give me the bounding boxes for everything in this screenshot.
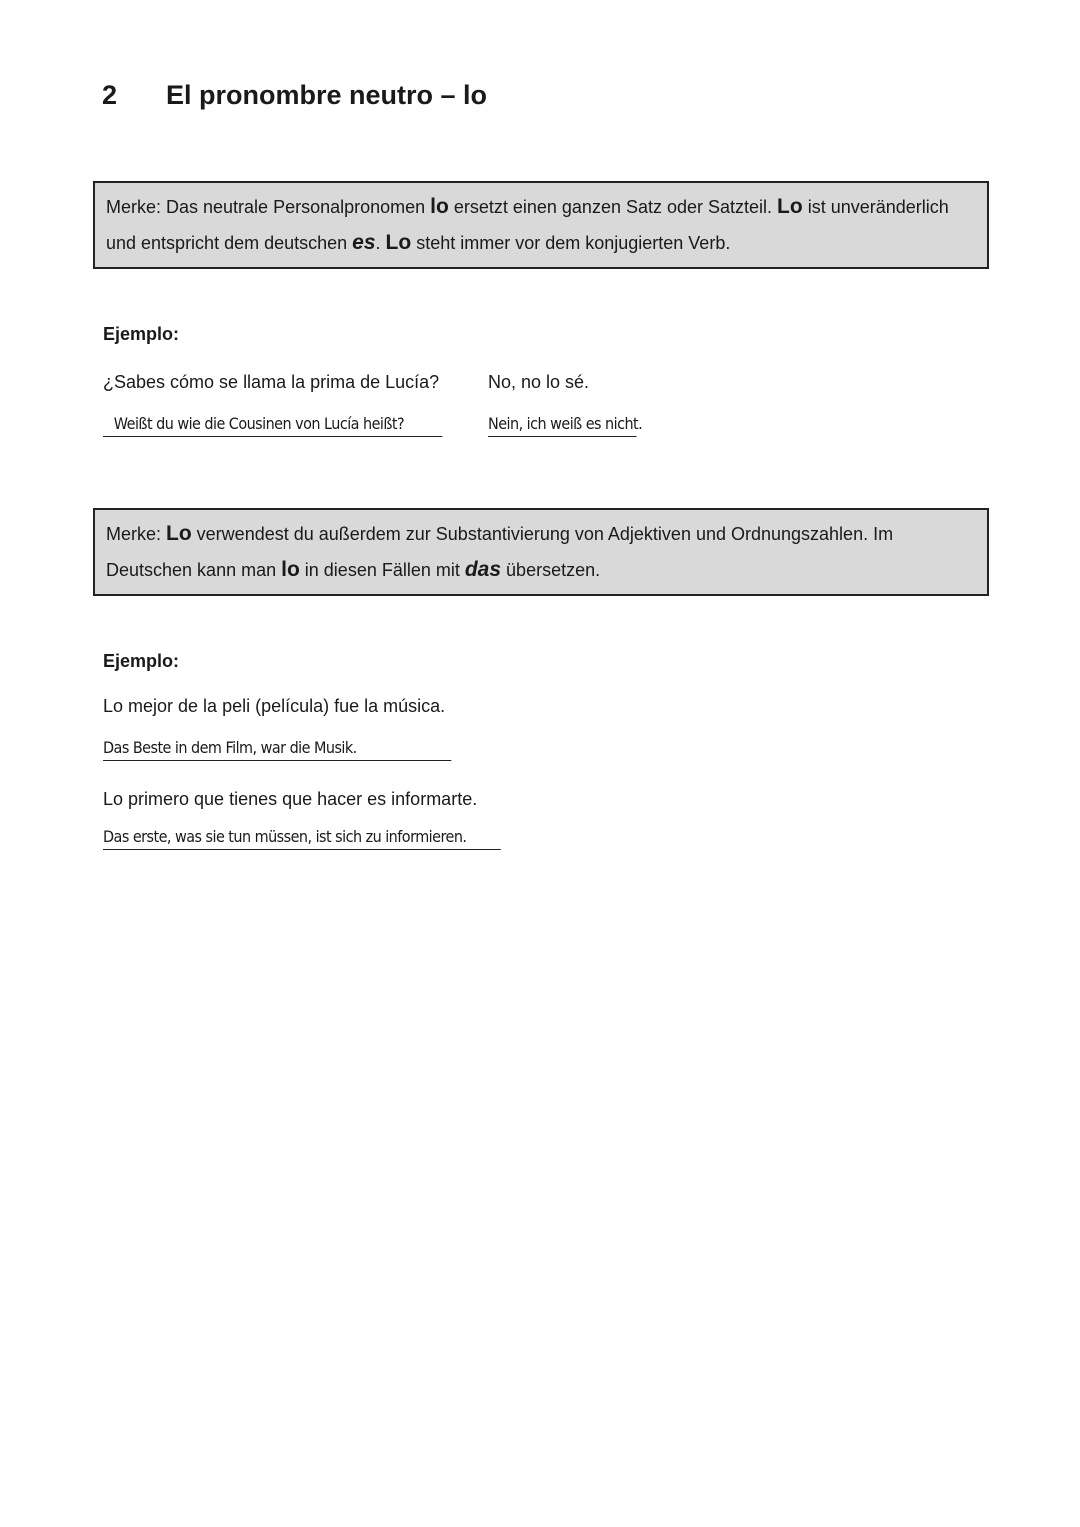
box1-text: ersetzt einen ganzen Satz oder Satzteil. xyxy=(448,197,778,217)
merke-box-1 xyxy=(93,181,989,269)
box2-text: übersetzen. xyxy=(501,560,601,580)
box2-lo: Lo xyxy=(166,522,192,545)
box2-text: verwendest du außerdem zur Substantivierung von Adjektiven und Ordnungszahlen. Im Deutschen kann man xyxy=(106,524,894,580)
box1-lo: Lo xyxy=(385,231,412,254)
box2-das: das xyxy=(464,558,502,581)
box1-text: Merke: Das neutrale Personalpronomen xyxy=(106,197,431,217)
box1-es: es xyxy=(352,231,376,254)
box1-lo: Lo xyxy=(777,195,803,218)
handwritten-translation-question: Weißt du wie die Cousinen von Lucía heißt? xyxy=(103,414,442,437)
example-sentence-2: Lo primero que tienes que hacer es informarte. xyxy=(103,789,478,809)
box1-lo: lo xyxy=(430,195,449,218)
box2-lo: lo xyxy=(281,558,300,581)
box1-text: . xyxy=(375,233,386,253)
example-sentence-1: Lo mejor de la peli (película) fue la música. xyxy=(103,696,446,716)
example-question: ¿Sabes cómo se llama la prima de Lucía? xyxy=(103,372,440,392)
section-title: El pronombre neutro – lo xyxy=(166,80,488,110)
handwritten-translation-answer: Nein, ich weiß es nicht. xyxy=(488,414,637,437)
handwritten-translation-2: Das erste, was sie tun müssen, ist sich zu informieren. xyxy=(103,827,501,850)
example-answer: No, no lo sé. xyxy=(488,372,590,392)
section-heading xyxy=(102,80,487,111)
box2-text: in diesen Fällen mit xyxy=(299,560,465,580)
section-number: 2 xyxy=(102,80,118,110)
box1-text: steht immer vor dem konjugierten Verb. xyxy=(411,233,731,253)
handwritten-translation-1: Das Beste in dem Film, war die Musik. xyxy=(103,738,451,761)
merke-box-2 xyxy=(93,508,989,596)
example-label-2: Ejemplo: xyxy=(103,651,180,671)
box1-text: ist unveränderlich und entspricht dem deutschen xyxy=(106,197,949,253)
example-label-1: Ejemplo: xyxy=(103,324,180,344)
box2-text: Merke: xyxy=(106,524,167,544)
